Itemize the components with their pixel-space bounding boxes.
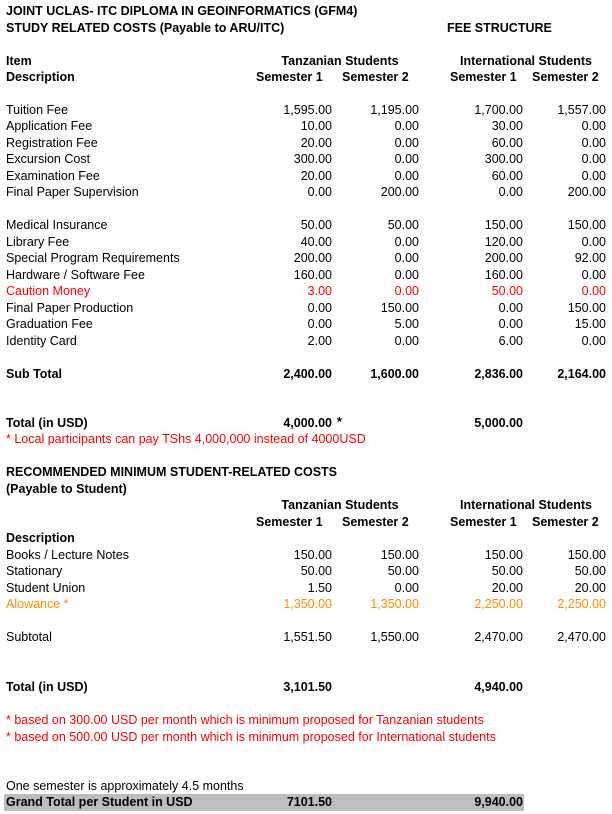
fee-row-value: 92.00: [574, 251, 606, 265]
fee-structure-heading: FEE STRUCTURE: [447, 21, 552, 35]
total-intl: 5,000.00: [474, 416, 523, 430]
cost-row-value: 150.00: [484, 548, 523, 562]
description-header-2: Description: [6, 531, 75, 545]
subtotal2-intl-sem2: 2,470.00: [557, 630, 606, 644]
fee-row-value: 0.00: [394, 152, 419, 166]
allowance-note-intl: * based on 500.00 USD per month which is minimum proposed for International students: [6, 730, 496, 744]
fee-row-label: Excursion Cost: [6, 152, 91, 166]
fee-row-value: 20.00: [300, 136, 332, 150]
fee-row-value: 0.00: [581, 152, 606, 166]
subtotal-tz-sem1: 2,400.00: [283, 367, 332, 381]
tz-students-header: Tanzanian Students: [281, 54, 399, 68]
fee-row-value: 0.00: [581, 334, 606, 348]
fee-row-value: 15.00: [574, 317, 606, 331]
description-header: Description: [6, 70, 75, 84]
grand-total-intl: 9,940.00: [474, 795, 523, 809]
fee-row-label: Hardware / Software Fee: [6, 268, 145, 282]
fee-row-label: Registration Fee: [6, 136, 98, 150]
intl-students-header-2: International Students: [460, 498, 592, 512]
fee-row-value: 200.00: [567, 185, 606, 199]
recommended-heading: RECOMMENDED MINIMUM STUDENT-RELATED COSTS: [6, 465, 338, 479]
fee-row-label: Medical Insurance: [6, 218, 108, 232]
fee-row-label: Caution Money: [6, 284, 91, 298]
fee-row-value: 200.00: [380, 185, 419, 199]
cost-row-value: 150.00: [293, 548, 332, 562]
subtotal2-label: Subtotal: [6, 630, 52, 644]
fee-row-value: 150.00: [567, 218, 606, 232]
grand-total-label: Grand Total per Student in USD: [6, 795, 193, 809]
fee-row-label: Special Program Requirements: [6, 251, 180, 265]
total-tz-asterisk: *: [337, 415, 342, 429]
fee-row-label: Application Fee: [6, 119, 93, 133]
fee-row-value: 0.00: [498, 317, 523, 331]
fee-row-value: 0.00: [581, 119, 606, 133]
cost-row-value: 50.00: [491, 564, 523, 578]
cost-row-value: 50.00: [574, 564, 606, 578]
document-subtitle: STUDY RELATED COSTS (Payable to ARU/ITC): [6, 21, 285, 35]
tz-students-header-2: Tanzanian Students: [281, 498, 399, 512]
fee-row-value: 300.00: [484, 152, 523, 166]
intl-students-header: International Students: [460, 54, 592, 68]
fee-row-value: 1,700.00: [474, 103, 523, 117]
cost-row-value: 20.00: [491, 581, 523, 595]
fee-row-value: 0.00: [394, 136, 419, 150]
fee-row-value: 0.00: [581, 136, 606, 150]
fee-row-value: 0.00: [581, 235, 606, 249]
cost-row-value: 20.00: [574, 581, 606, 595]
fee-row-value: 50.00: [387, 218, 419, 232]
grand-total-tz: 7101.50: [286, 795, 332, 809]
cost-row-value: 2,250.00: [557, 597, 606, 611]
item-header: Item: [6, 54, 32, 68]
local-participants-note: * Local participants can pay TShs 4,000,000 instead of 4000USD: [6, 432, 366, 446]
fee-row-value: 0.00: [581, 284, 606, 298]
cost-row-value: 150.00: [567, 548, 606, 562]
cost-row-value: 150.00: [380, 548, 419, 562]
fee-row-value: 160.00: [484, 268, 523, 282]
fee-row-value: 20.00: [300, 169, 332, 183]
fee-row-value: 200.00: [484, 251, 523, 265]
fee-row-label: Library Fee: [6, 235, 70, 249]
cost-row-value: 0.00: [394, 581, 419, 595]
fee-row-value: 50.00: [491, 284, 523, 298]
subtotal-intl-sem2: 2,164.00: [557, 367, 606, 381]
subtotal2-tz-sem1: 1,551.50: [283, 630, 332, 644]
fee-row-value: 150.00: [484, 218, 523, 232]
intl-sem2-header-2: Semester 2: [532, 515, 599, 529]
allowance-note-tz: * based on 300.00 USD per month which is minimum proposed for Tanzanian students: [6, 713, 484, 727]
fee-row-label: Final Paper Supervision: [6, 185, 139, 199]
fee-row-value: 1,557.00: [557, 103, 606, 117]
fee-row-value: 5.00: [394, 317, 419, 331]
fee-row-value: 300.00: [293, 152, 332, 166]
fee-row-label: Tuition Fee: [6, 103, 69, 117]
fee-row-value: 1,195.00: [370, 103, 419, 117]
fee-row-value: 150.00: [567, 301, 606, 315]
total2-label: Total (in USD): [6, 680, 88, 694]
fee-row-value: 0.00: [581, 268, 606, 282]
cost-row-label: Books / Lecture Notes: [6, 548, 129, 562]
subtotal-label: Sub Total: [6, 367, 63, 381]
fee-row-value: 0.00: [307, 317, 332, 331]
fee-row-value: 60.00: [491, 136, 523, 150]
fee-row-value: 0.00: [394, 334, 419, 348]
cost-row-value: 50.00: [300, 564, 332, 578]
cost-row-label: Student Union: [6, 581, 86, 595]
fee-row-value: 0.00: [498, 185, 523, 199]
recommended-subheading: (Payable to Student): [6, 482, 127, 496]
fee-row-value: 200.00: [293, 251, 332, 265]
fee-row-value: 150.00: [380, 301, 419, 315]
fee-row-value: 3.00: [307, 284, 332, 298]
fee-row-value: 0.00: [394, 119, 419, 133]
semester-duration-note: One semester is approximately 4.5 months: [6, 779, 244, 793]
fee-row-value: 6.00: [498, 334, 523, 348]
cost-row-value: 50.00: [387, 564, 419, 578]
fee-row-value: 1,595.00: [283, 103, 332, 117]
cost-row-label: Stationary: [6, 564, 63, 578]
fee-row-value: 10.00: [300, 119, 332, 133]
cost-row-value: 2,250.00: [474, 597, 523, 611]
cost-row-value: 1.50: [307, 581, 332, 595]
tz-sem1-header: Semester 1: [256, 70, 323, 84]
document-title: JOINT UCLAS- ITC DIPLOMA IN GEOINFORMATICS (GFM4): [6, 4, 358, 18]
fee-row-value: 160.00: [293, 268, 332, 282]
fee-row-value: 40.00: [300, 235, 332, 249]
fee-row-value: 0.00: [394, 268, 419, 282]
intl-sem1-header-2: Semester 1: [450, 515, 517, 529]
fee-row-label: Examination Fee: [6, 169, 100, 183]
fee-row-value: 0.00: [498, 301, 523, 315]
fee-row-value: 30.00: [491, 119, 523, 133]
fee-row-value: 50.00: [300, 218, 332, 232]
cost-row-value: 1,350.00: [283, 597, 332, 611]
subtotal2-tz-sem2: 1,550.00: [370, 630, 419, 644]
fee-row-value: 0.00: [307, 185, 332, 199]
fee-row-label: Final Paper Production: [6, 301, 134, 315]
subtotal-intl-sem1: 2,836.00: [474, 367, 523, 381]
total2-intl: 4,940.00: [474, 680, 523, 694]
fee-row-label: Identity Card: [6, 334, 77, 348]
fee-row-value: 0.00: [307, 301, 332, 315]
intl-sem1-header: Semester 1: [450, 70, 517, 84]
intl-sem2-header: Semester 2: [532, 70, 599, 84]
fee-row-value: 0.00: [581, 169, 606, 183]
fee-row-value: 0.00: [394, 169, 419, 183]
fee-row-value: 0.00: [394, 235, 419, 249]
total-tz: 4,000.00: [283, 416, 332, 430]
cost-row-value: 1,350.00: [370, 597, 419, 611]
subtotal-tz-sem2: 1,600.00: [370, 367, 419, 381]
fee-row-value: 0.00: [394, 251, 419, 265]
fee-row-value: 0.00: [394, 284, 419, 298]
subtotal2-intl-sem1: 2,470.00: [474, 630, 523, 644]
total-label: Total (in USD): [6, 416, 88, 430]
fee-row-label: Graduation Fee: [6, 317, 93, 331]
tz-sem1-header-2: Semester 1: [256, 515, 323, 529]
fee-row-value: 2.00: [307, 334, 332, 348]
fee-row-value: 120.00: [484, 235, 523, 249]
tz-sem2-header-2: Semester 2: [342, 515, 409, 529]
tz-sem2-header: Semester 2: [342, 70, 409, 84]
total2-tz: 3,101.50: [283, 680, 332, 694]
cost-row-label: Alowance *: [6, 597, 69, 611]
fee-row-value: 60.00: [491, 169, 523, 183]
